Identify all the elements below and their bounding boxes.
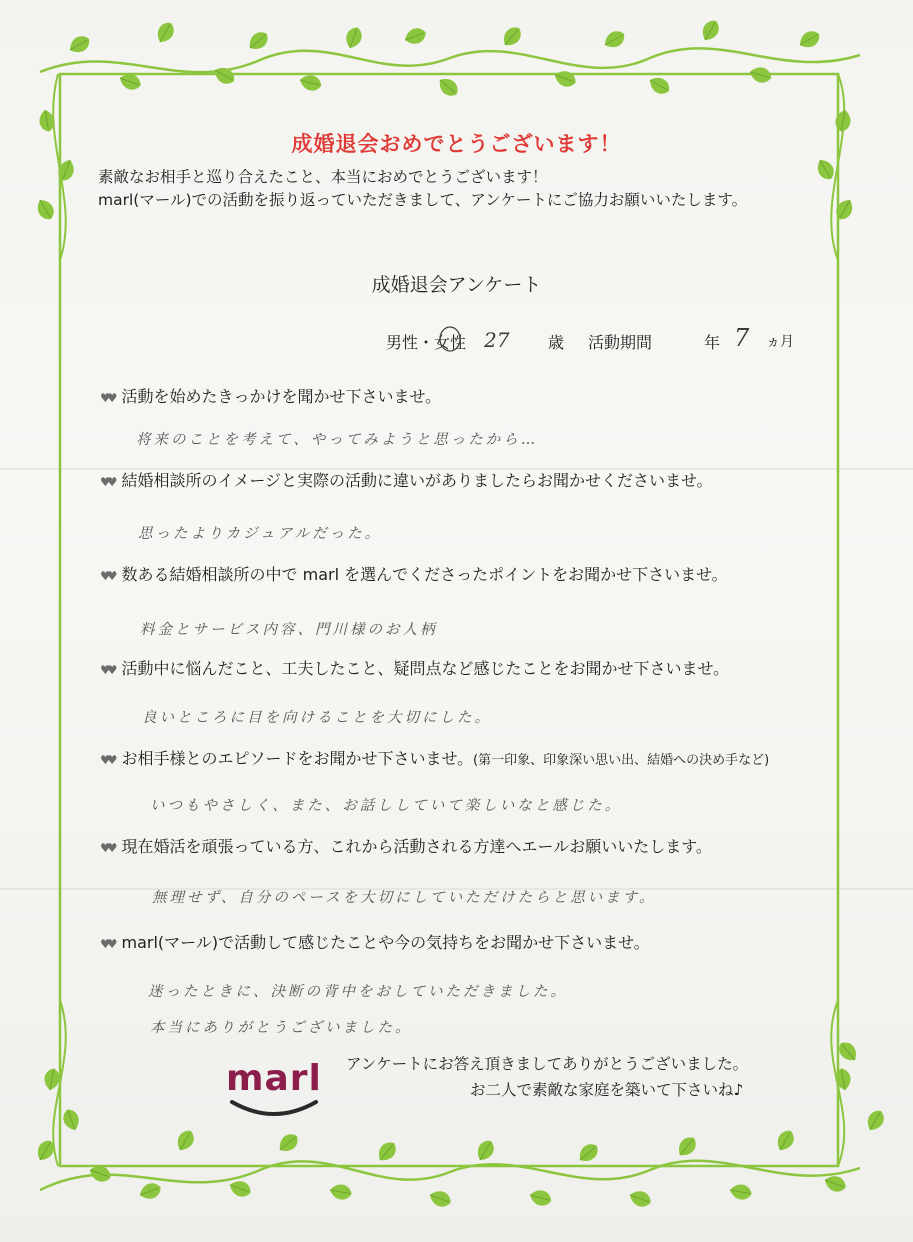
heart-icon: ♥♥ [100, 753, 114, 767]
marl-logo: marl [226, 1058, 322, 1099]
heart-icon: ♥♥ [100, 841, 114, 855]
age-value: 27 [484, 328, 510, 352]
gender-label: 男性・女性 [386, 333, 467, 352]
closing-line: アンケートにお答え頂きましてありがとうございました。 [346, 1055, 749, 1073]
heart-icon: ♥♥ [100, 569, 114, 583]
answer-7: 迷ったときに、決断の背中をおしていただきました。 [148, 984, 568, 1000]
answer-2: 思ったよりカジュアルだった。 [138, 526, 383, 542]
survey-title: 成婚退会アンケート [371, 274, 542, 296]
logo-smile-icon [228, 1098, 320, 1120]
question-5 [100, 746, 769, 769]
heart-icon: ♥♥ [100, 937, 114, 951]
closing-message [346, 1051, 748, 1103]
year-unit: 年 [704, 333, 721, 352]
intro-line: 素敵なお相手と巡り合えたこと、本当におめでとうございます！ [98, 168, 548, 186]
month-unit: ヵ月 [766, 334, 794, 350]
question-1 [100, 384, 441, 407]
heart-icon: ♥♥ [100, 475, 114, 489]
question-text: 活動中に悩んだこと、工夫したこと、疑問点など感じたことをお聞かせ下さいませ。 [121, 659, 730, 678]
gender-circle-mark [438, 324, 462, 354]
question-text: 活動を始めたきっかけを聞かせ下さいませ。 [121, 387, 442, 406]
heart-icon: ♥♥ [100, 663, 114, 677]
question-text: 結婚相談所のイメージと実際の活動に違いがありましたらお聞かせくださいませ。 [121, 471, 713, 490]
page-title: 成婚退会おめでとうございます！ [291, 132, 622, 156]
answer-5: いつもやさしく、また、お話ししていて楽しいなと感じた。 [150, 798, 623, 814]
intro-line: marl(マール)での活動を振り返っていただきまして、アンケートにご協力お願いいたします。 [98, 191, 748, 209]
question-text: marl(マール)で活動して感じたことや今の気持ちをお聞かせ下さいませ。 [121, 933, 650, 952]
question-text: お相手様とのエピソードをお聞かせ下さいませ。 [121, 749, 474, 768]
answer-3: 料金とサービス内容、門川様のお人柄 [140, 622, 438, 638]
question-7 [100, 930, 650, 953]
question-2 [100, 468, 713, 491]
question-text: 現在婚活を頑張っている方、これから活動される方達へエールお願いいたします。 [121, 837, 712, 856]
question-text: 数ある結婚相談所の中で marl を選んでくださったポイントをお聞かせ下さいませ。 [121, 565, 728, 584]
heart-icon: ♥♥ [100, 391, 114, 405]
answer-1: 将来のことを考えて、やってみようと思ったから… [136, 432, 539, 448]
month-value: 7 [734, 324, 750, 352]
age-unit: 歳 [548, 333, 565, 352]
period-label: 活動期間 [588, 333, 653, 352]
answer-6: 無理せず、自分のペースを大切にしていただけたらと思います。 [152, 890, 657, 906]
question-note: (第一印象、印象深い思い出、結婚への決め手など) [473, 753, 770, 768]
answer-7-line2: 本当にありがとうございました。 [150, 1020, 413, 1036]
question-3 [100, 562, 728, 585]
intro-text [98, 166, 747, 212]
question-6 [100, 834, 712, 857]
answer-4: 良いところに目を向けることを大切にした。 [142, 710, 492, 726]
closing-line: お二人で素敵な家庭を築いて下さいね♪ [470, 1081, 744, 1099]
question-4 [100, 656, 729, 679]
